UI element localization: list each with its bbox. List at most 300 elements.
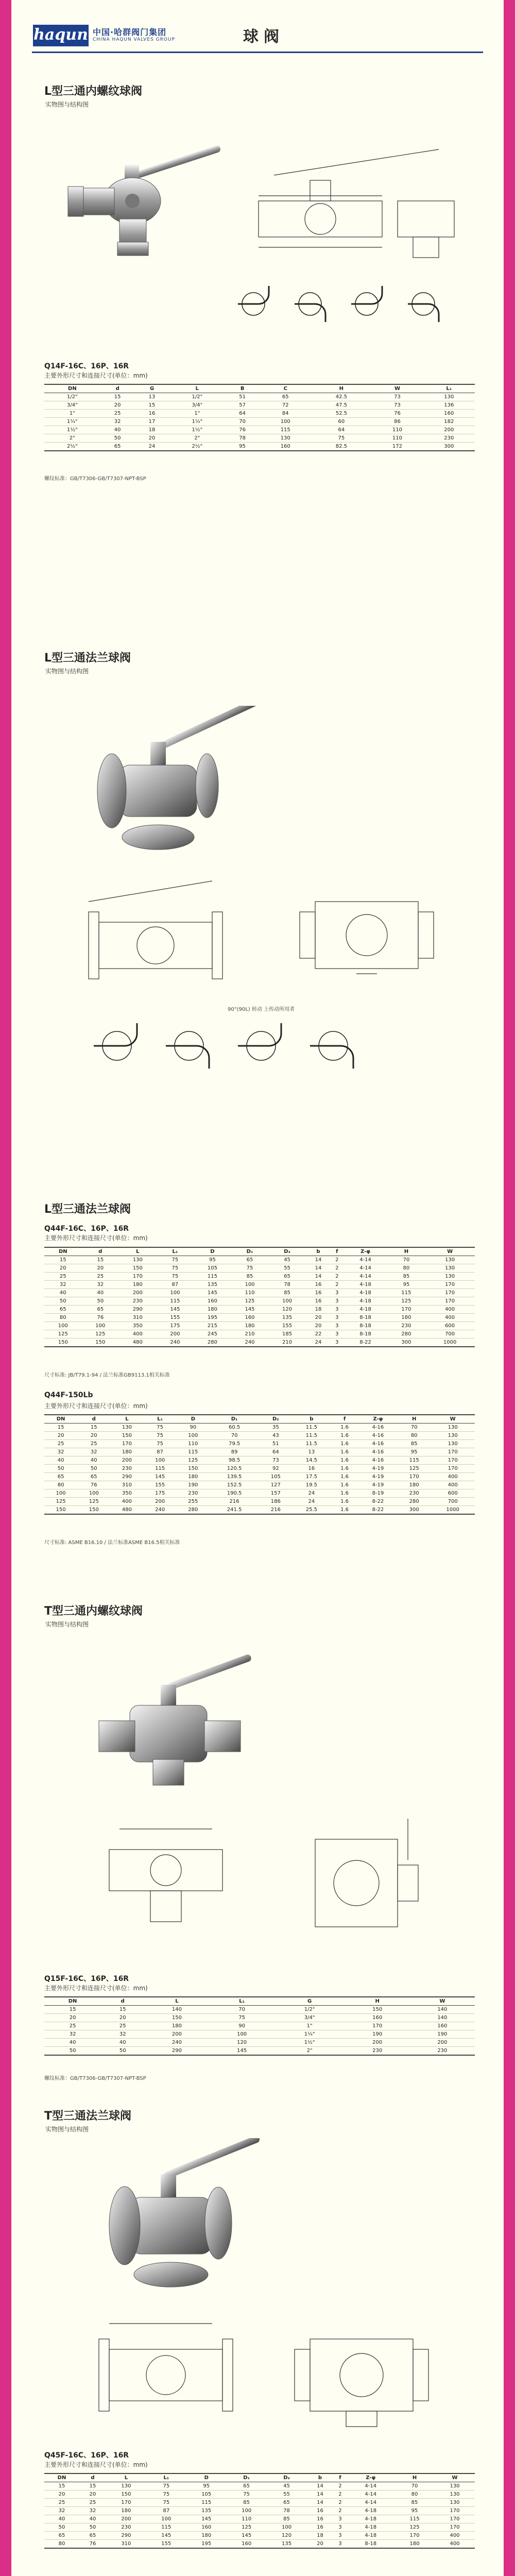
table-cell: 42.5 <box>335 394 347 400</box>
table-cell: 230 <box>437 2048 448 2054</box>
table-cell: 190 <box>437 2031 448 2037</box>
table-cell: 115 <box>201 2500 212 2505</box>
table-cell: 95 <box>411 2508 418 2514</box>
table-row <box>44 1264 475 1273</box>
table-cell: 230 <box>188 1490 198 1496</box>
table-cell: 160 <box>372 2015 383 2021</box>
table-cell: 40 <box>58 2516 65 2522</box>
catalog-page <box>11 0 504 2576</box>
table-row <box>44 2523 475 2532</box>
col-header: Z-φ <box>373 1416 383 1422</box>
table-cell: 32 <box>97 1282 104 1287</box>
table-cell: 152.5 <box>227 1482 242 1488</box>
table-cell: 200 <box>372 2040 383 2045</box>
table-cell: 11.5 <box>305 1425 317 1430</box>
table-cell: 40 <box>69 2040 76 2045</box>
table-cell: 16 <box>315 1290 322 1296</box>
table-cell: 92 <box>272 1466 279 1471</box>
table-cell: 80 <box>411 2492 418 2497</box>
table-cell: 400 <box>450 2533 460 2538</box>
col-header: H <box>404 1249 409 1255</box>
table-cell: 14 <box>315 1274 322 1279</box>
table-cell: 70 <box>403 1257 410 1263</box>
table-cell: 100 <box>89 1490 99 1496</box>
table-cell: 160 <box>437 2023 448 2029</box>
table-caption: 主要外形尺寸和连接尺寸(单位：mm) <box>44 2461 148 2468</box>
table-cell: 75 <box>171 1257 179 1263</box>
table-cell: 1.6 <box>340 1499 349 1504</box>
table-cell: 280 <box>409 1499 419 1504</box>
table-cell: 150 <box>121 2492 131 2497</box>
col-header: f <box>339 2475 341 2481</box>
table-cell: 3 <box>338 2533 342 2538</box>
table-cell: 75 <box>157 1433 164 1438</box>
table-cell: 216 <box>270 1507 281 1513</box>
table-cell: 20 <box>315 1323 322 1329</box>
table-cell: 300 <box>444 444 454 449</box>
table-cell: 100 <box>170 1290 180 1296</box>
table-cell: 230 <box>121 2524 131 2530</box>
table-cell: 210 <box>245 1331 255 1337</box>
table-cell: 1.6 <box>340 1441 349 1447</box>
table-cell: 230 <box>372 2048 383 2054</box>
table-cell: 200 <box>444 427 454 433</box>
table-caption: 主要外形尺寸和连接尺寸(单位：mm) <box>44 1402 148 1410</box>
col-header: H <box>339 386 344 392</box>
table-cell: 1.6 <box>340 1507 349 1513</box>
table-cell: 120 <box>282 1307 293 1312</box>
col-header: D <box>204 2475 209 2481</box>
table-cell: 135 <box>282 2541 292 2547</box>
table-cell: 100 <box>245 1282 255 1287</box>
table-cell: 160 <box>245 1315 255 1320</box>
table-cell: 200 <box>171 2031 182 2037</box>
table-row <box>44 2030 475 2039</box>
spec-table-body <box>44 2482 475 2549</box>
table-cell: 125 <box>409 2524 420 2530</box>
table-cell: 14 <box>317 2483 323 2489</box>
table-cell: 125 <box>58 1331 68 1337</box>
table-cell: 8-18 <box>359 1323 371 1329</box>
table-row <box>44 1297 475 1306</box>
spec-table-s3 <box>44 1247 475 1347</box>
table-cell: 40 <box>59 1290 66 1296</box>
table-cell: 2 <box>335 1265 339 1271</box>
table-row <box>44 1440 475 1448</box>
col-header: D <box>210 1249 215 1255</box>
table-cell: 75 <box>163 2500 170 2505</box>
table-cell: 175 <box>155 1490 165 1496</box>
table-cell: 100 <box>56 1490 66 1496</box>
table-cell: 100 <box>242 2508 252 2514</box>
table-cell: 20 <box>90 1433 97 1438</box>
table-cell: 32 <box>58 2508 65 2514</box>
col-header: b <box>316 1249 320 1255</box>
table-cell: 115 <box>280 427 290 433</box>
table-row <box>44 426 475 434</box>
table-cell: 215 <box>207 1323 217 1329</box>
col-header: W <box>439 1998 445 2004</box>
table-cell: 14 <box>315 1257 322 1263</box>
table-cell: 105 <box>207 1265 217 1271</box>
col-header: DN <box>56 1416 65 1422</box>
table-cell: 1.6 <box>340 1482 349 1488</box>
table-cell: 50 <box>119 2048 126 2054</box>
table-cell: 3 <box>335 1340 339 1345</box>
table-row <box>44 1281 475 1289</box>
table-cell: 32 <box>114 419 121 425</box>
model-code: Q44F-150Lb <box>44 1391 93 1399</box>
section-title: L型三通法兰球阀 <box>44 1203 131 1216</box>
table-cell: 190 <box>372 2031 383 2037</box>
table-cell: 73 <box>394 394 401 400</box>
table-cell: 300 <box>401 1340 411 1345</box>
table-cell: 79.5 <box>228 1441 241 1447</box>
table-cell: 76 <box>239 427 246 433</box>
table-cell: 50 <box>89 2524 96 2530</box>
table-cell: 130 <box>448 1441 458 1447</box>
table-cell: 51 <box>272 1441 279 1447</box>
table-cell: 180 <box>401 1315 411 1320</box>
table-cell: 70 <box>410 1425 418 1430</box>
table-cell: 4-14 <box>365 2500 377 2505</box>
table-cell: 1¼" <box>304 2031 315 2037</box>
col-header: G <box>307 1998 312 2004</box>
table-cell: 1.6 <box>340 1490 349 1496</box>
table-row <box>44 1306 475 1314</box>
table-cell: 20 <box>317 2541 323 2547</box>
table-cell: 11.5 <box>305 1433 317 1438</box>
col-header: D₂ <box>284 1249 290 1255</box>
table-cell: 20 <box>58 2492 65 2497</box>
flow-diagrams-l-threaded <box>233 283 470 325</box>
table-row <box>44 1423 475 1432</box>
table-cell: 230 <box>401 1323 411 1329</box>
table-cell: 255 <box>188 1499 198 1504</box>
table-cell: 15 <box>58 2483 65 2489</box>
section-l-threaded <box>11 82 504 598</box>
table-cell: 16 <box>308 1466 315 1471</box>
valve-drawing-t-flange <box>89 2308 449 2432</box>
table-cell: 65 <box>59 1307 66 1312</box>
table-cell: 95 <box>209 1257 216 1263</box>
table-cell: 80 <box>57 1482 64 1488</box>
table-cell: 1¼" <box>67 419 78 425</box>
table-cell: 100 <box>58 1323 68 1329</box>
table-row <box>44 2515 475 2523</box>
table-cell: 65 <box>246 1257 253 1263</box>
table-cell: 1" <box>306 2023 313 2029</box>
table-cell: 25.5 <box>305 1507 317 1513</box>
table-cell: 130 <box>448 1425 458 1430</box>
table-cell: 2 <box>338 2508 342 2514</box>
table-cell: 85 <box>403 1274 410 1279</box>
table-cell: 240 <box>171 2040 182 2045</box>
table-cell: 100 <box>95 1323 106 1329</box>
table-cell: 40 <box>89 2516 96 2522</box>
table-cell: 130 <box>450 2483 460 2489</box>
table-cell: 2 <box>335 1257 339 1263</box>
table-cell: 65 <box>89 2533 96 2538</box>
table-cell: 85 <box>410 1441 418 1447</box>
table-cell: 25 <box>97 1274 104 1279</box>
spec-table-head <box>44 1247 475 1256</box>
table-cell: 80 <box>403 1265 410 1271</box>
table-cell: 51 <box>239 394 246 400</box>
table-cell: 3 <box>335 1298 339 1304</box>
table-cell: 210 <box>282 1340 293 1345</box>
table-cell: 22 <box>315 1331 322 1337</box>
table-cell: 125 <box>401 1298 411 1304</box>
table-cell: 135 <box>282 1315 293 1320</box>
col-header: f <box>336 1249 338 1255</box>
table-cell: 4-16 <box>372 1441 384 1447</box>
col-header: W <box>394 386 400 392</box>
col-header: b <box>310 1416 314 1422</box>
table-cell: 110 <box>242 2516 252 2522</box>
table-cell: 86 <box>394 419 401 425</box>
table-cell: 150 <box>89 1507 99 1513</box>
table-cell: 170 <box>450 2524 460 2530</box>
table-cell: 1/2" <box>67 394 78 400</box>
table-cell: 4-19 <box>372 1466 384 1471</box>
page-header <box>11 21 504 54</box>
table-cell: 170 <box>409 2533 420 2538</box>
table-cell: 24 <box>315 1340 322 1345</box>
table-cell: 170 <box>409 1474 419 1480</box>
table-cell: 32 <box>57 1449 64 1455</box>
table-cell: 135 <box>207 1282 217 1287</box>
table-cell: 127 <box>270 1482 281 1488</box>
section-title: L型三通内螺纹球阀 <box>44 85 143 98</box>
table-cell: 115 <box>161 2524 171 2530</box>
table-cell: 172 <box>392 444 403 449</box>
section-l-flange-drawings <box>11 649 504 1164</box>
table-cell: 80 <box>410 1433 418 1438</box>
table-cell: 8-18 <box>365 2541 377 2547</box>
table-cell: 8-18 <box>359 1331 371 1337</box>
table-caption: 主要外形尺寸和连接尺寸(单位：mm) <box>44 372 148 379</box>
table-cell: 155 <box>161 2541 171 2547</box>
table-cell: 16 <box>317 2524 323 2530</box>
table-cell: 1.6 <box>340 1433 349 1438</box>
table-cell: 72 <box>282 402 289 408</box>
table-cell: 8-22 <box>359 1340 371 1345</box>
table-cell: 145 <box>245 1307 255 1312</box>
right-decorative-band <box>504 0 515 2576</box>
table-cell: 95 <box>403 1282 410 1287</box>
table-cell: 15 <box>90 1425 97 1430</box>
table-cell: 110 <box>245 1290 255 1296</box>
table-cell: 95 <box>203 2483 210 2489</box>
model-code: Q45F-16C、16P、16R <box>44 2451 129 2460</box>
spec-table-body <box>44 1256 475 1347</box>
table-cell: 115 <box>170 1298 180 1304</box>
section-title: T型三通内螺纹球阀 <box>44 1605 143 1618</box>
table-cell: 75 <box>171 1274 179 1279</box>
table-cell: 19.5 <box>305 1482 317 1488</box>
table-cell: 17 <box>148 419 156 425</box>
col-header: L₁ <box>446 386 452 392</box>
table-cell: 125 <box>409 1466 419 1471</box>
table-cell: 8-22 <box>372 1507 384 1513</box>
table-cell: 195 <box>207 1315 217 1320</box>
table-row <box>44 1456 475 1465</box>
drawing-note: 90°(90L) 转动 上传动所用者 <box>228 1007 295 1012</box>
col-header: C <box>283 386 287 392</box>
table-cell: 4-18 <box>359 1307 371 1312</box>
table-cell: 85 <box>411 2500 418 2505</box>
col-header: L <box>124 2475 128 2481</box>
table-cell: 75 <box>163 2492 170 2497</box>
table-cell: 240 <box>245 1340 255 1345</box>
section-subtitle: 实物图与结构图 <box>45 2126 89 2133</box>
page-title: 球阀 <box>243 28 284 46</box>
table-cell: 20 <box>97 1265 104 1271</box>
table-cell: 150 <box>188 1466 198 1471</box>
table-cell: 82.5 <box>335 444 347 449</box>
table-cell: 130 <box>450 2492 460 2497</box>
table-cell: 110 <box>188 1441 198 1447</box>
table-cell: 1000 <box>443 1340 457 1345</box>
col-header: d <box>121 1998 125 2004</box>
table-cell: 350 <box>122 1490 132 1496</box>
table-cell: 130 <box>445 1257 455 1263</box>
table-cell: 105 <box>270 1474 281 1480</box>
table-cell: 4-18 <box>365 2508 377 2514</box>
table-cell: 84 <box>282 411 289 416</box>
table-cell: 15 <box>114 394 121 400</box>
table-cell: 150 <box>171 2015 182 2021</box>
table-row <box>44 2507 475 2515</box>
table-cell: 400 <box>448 1474 458 1480</box>
table-cell: 145 <box>161 2533 171 2538</box>
table-row <box>44 1256 475 1264</box>
table-cell: 20 <box>89 2492 96 2497</box>
table-cell: 65 <box>114 444 121 449</box>
table-cell: 240 <box>170 1340 180 1345</box>
table-cell: 73 <box>394 402 401 408</box>
table-cell: 105 <box>201 2492 212 2497</box>
table-cell: 15 <box>148 402 156 408</box>
table-cell: 135 <box>201 2508 212 2514</box>
col-header: W <box>452 2475 458 2481</box>
table-cell: 155 <box>170 1315 180 1320</box>
table-cell: 24 <box>308 1499 315 1504</box>
valve-drawing-l-threaded <box>243 144 470 268</box>
table-cell: 200 <box>122 1458 132 1463</box>
table-cell: 180 <box>188 1474 198 1480</box>
table-cell: 115 <box>188 1449 198 1455</box>
section-subtitle: 实物图与结构图 <box>45 1621 89 1628</box>
table-cell: 170 <box>448 1458 458 1463</box>
table-cell: 65 <box>243 2483 250 2489</box>
table-cell: 85 <box>283 2516 290 2522</box>
col-header: L <box>175 1998 179 2004</box>
table-cell: 290 <box>132 1307 143 1312</box>
col-header: Z-φ <box>366 2475 376 2481</box>
table-cell: 3/4" <box>192 402 203 408</box>
table-cell: 170 <box>372 2023 383 2029</box>
table-cell: 157 <box>270 1490 281 1496</box>
table-cell: 8-19 <box>372 1490 384 1496</box>
table-row <box>44 443 475 451</box>
brand-logo: haqun <box>33 25 89 46</box>
table-cell: 115 <box>401 1290 411 1296</box>
table-cell: 2½" <box>192 444 203 449</box>
table-cell: 155 <box>155 1482 165 1488</box>
table-cell: 1000 <box>446 1507 459 1513</box>
table-cell: 480 <box>132 1340 143 1345</box>
table-cell: 4-16 <box>372 1433 384 1438</box>
table-cell: 85 <box>246 1274 253 1279</box>
table-row <box>44 1506 475 1515</box>
table-cell: 40 <box>90 1458 97 1463</box>
table-row <box>44 1338 475 1347</box>
table-cell: 110 <box>392 435 403 441</box>
table-cell: 80 <box>58 2541 65 2547</box>
table-cell: 65 <box>90 1474 97 1480</box>
table-row <box>44 418 475 426</box>
table-cell: 130 <box>448 1433 458 1438</box>
table-cell: 170 <box>450 2516 460 2522</box>
table-cell: 73 <box>272 1458 279 1463</box>
table-cell: 20 <box>119 2015 126 2021</box>
model-code: Q44F-16C、16P、16R <box>44 1225 129 1233</box>
col-header: D₁ <box>243 2475 250 2481</box>
col-header: Z-φ <box>360 1249 371 1255</box>
table-cell: 310 <box>122 1482 132 1488</box>
table-cell: 78 <box>284 1282 290 1287</box>
table-cell: 2 <box>338 2500 342 2505</box>
table-cell: 57 <box>239 402 246 408</box>
table-cell: 15 <box>97 1257 104 1263</box>
table-cell: 140 <box>437 2015 448 2021</box>
table-cell: 100 <box>155 1458 165 1463</box>
table-cell: 180 <box>132 1282 143 1287</box>
table-cell: 150 <box>122 1433 132 1438</box>
table-cell: 25 <box>59 1274 66 1279</box>
model-code: Q15F-16C、16P、16R <box>44 1975 129 1983</box>
table-cell: 125 <box>188 1458 198 1463</box>
table-cell: 140 <box>171 2007 182 2012</box>
table-cell: 100 <box>280 419 290 425</box>
table-cell: 4-14 <box>365 2483 377 2489</box>
table-cell: 20 <box>59 1265 66 1271</box>
table-cell: 160 <box>242 2541 252 2547</box>
table-row <box>44 1481 475 1489</box>
table-cell: 95 <box>239 444 246 449</box>
table-cell: 145 <box>207 1290 217 1296</box>
col-header: b <box>318 2475 322 2481</box>
table-cell: 3 <box>335 1307 339 1312</box>
table-cell: 25 <box>90 1441 97 1447</box>
section-l-flange-tables <box>11 1200 504 1613</box>
table-cell: 50 <box>69 2048 76 2054</box>
table-cell: 125 <box>95 1331 106 1337</box>
table-cell: 115 <box>409 2516 420 2522</box>
table-cell: 4-16 <box>372 1458 384 1463</box>
table-cell: 32 <box>59 1282 66 1287</box>
table-cell: 14 <box>315 1265 322 1271</box>
table-cell: 75 <box>157 1441 164 1447</box>
table-cell: 600 <box>448 1490 458 1496</box>
table-cell: 4-14 <box>359 1274 371 1279</box>
table-cell: 180 <box>207 1307 217 1312</box>
table-cell: 350 <box>132 1323 143 1329</box>
table-cell: 25 <box>58 2500 65 2505</box>
table-cell: 90 <box>190 1425 197 1430</box>
